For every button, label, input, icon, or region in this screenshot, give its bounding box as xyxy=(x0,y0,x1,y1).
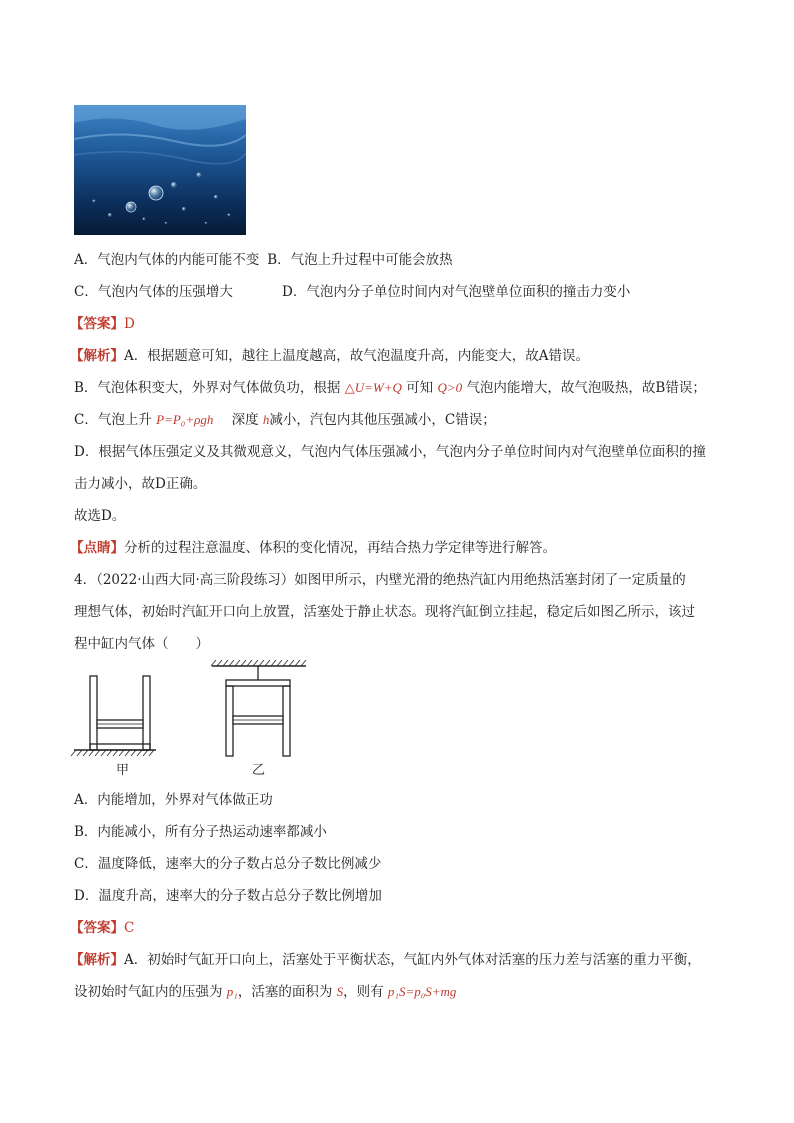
q4-option-b: B．内能减小，所有分子热运动速率都减小 xyxy=(74,824,327,840)
analysis-text: A．根据题意可知，越往上温度越高，故气泡温度升高，内能变大，故A错误。 xyxy=(124,348,589,364)
formula: p₁S=p₀S+mg xyxy=(387,984,457,999)
formula: P=P₀+ρgh xyxy=(156,412,214,427)
q4-stem-1: 4．（2022·山西大同·高三阶段练习）如图甲所示，内壁光滑的绝热汽缸内用绝热活塞封闭了一定质量的 xyxy=(74,572,686,588)
q3-analysis-d-2: 击力减小，故D正确。 xyxy=(74,476,207,492)
formula: △U=W+Q xyxy=(344,380,402,395)
q4-analysis-2 xyxy=(74,982,456,1002)
q3-options-row-2 xyxy=(74,282,630,302)
answer-tag: 【答案】 xyxy=(70,920,124,936)
comment-tag: 【点睛】 xyxy=(70,540,124,556)
q4-option-c: C．温度降低，速率大的分子数占总分子数比例减少 xyxy=(74,856,382,872)
analysis-text: ，活塞的面积为 xyxy=(237,984,333,1000)
q3-analysis-c xyxy=(74,410,496,430)
q3-analysis-b xyxy=(74,378,706,398)
analysis-text: ，则有 xyxy=(343,984,384,1000)
q3-analysis-d-1: D．根据气体压强定义及其微观意义，气泡内气体压强减小，气泡内分子单位时间内对气泡壁单位面积的撞 xyxy=(74,444,706,460)
analysis-text: 减小，汽包内其他压强减小，C错误； xyxy=(269,412,496,428)
analysis-text: 可知 xyxy=(406,380,434,396)
q3-option-d: D．气泡内分子单位时间内对气泡壁单位面积的撞击力变小 xyxy=(282,284,631,300)
q3-analysis-a xyxy=(70,346,589,366)
q4-option-d: D．温度升高，速率大的分子数占总分子数比例增加 xyxy=(74,888,382,904)
analysis-tag: 【解析】 xyxy=(70,348,124,364)
q4-option-a: A．内能增加，外界对气体做正功 xyxy=(74,792,273,808)
q4-stem-3: 程中缸内气体（ ） xyxy=(74,636,209,652)
analysis-text: 深度 xyxy=(231,412,259,428)
bubbles-photo xyxy=(74,105,246,235)
q4-analysis-1 xyxy=(70,950,701,970)
q3-options-row-1 xyxy=(74,250,453,270)
variable: h xyxy=(262,412,270,427)
cylinder-figures xyxy=(70,660,330,780)
q4-stem-2: 理想气体，初始时汽缸开口向上放置，活塞处于静止状态。现将汽缸倒立挂起，稳定后如图乙所示，该过 xyxy=(74,604,695,620)
formula: Q>0 xyxy=(437,380,463,395)
analysis-text: A．初始时气缸开口向上，活塞处于平衡状态，气缸内外气体对活塞的压力差与活塞的重力平衡， xyxy=(124,952,701,968)
analysis-text: 气泡内能增大，故气泡吸热，故B错误； xyxy=(466,380,706,396)
comment-text: 分析的过程注意温度、体积的变化情况，再结合热力学定律等进行解答。 xyxy=(124,540,556,556)
q3-option-b: B．气泡上升过程中可能会放热 xyxy=(267,252,453,268)
analysis-text: B．气泡体积变大，外界对气体做负功，根据 xyxy=(74,380,341,396)
analysis-tag: 【解析】 xyxy=(70,952,124,968)
q4-answer xyxy=(70,918,134,938)
figure-label-yi: 乙 xyxy=(252,763,266,778)
figure-yi xyxy=(211,660,306,756)
q3-answer xyxy=(70,314,135,334)
variable: p₁ xyxy=(226,984,238,999)
q3-conclusion: 故选D。 xyxy=(74,508,126,524)
answer-value: C xyxy=(124,920,135,936)
figure-label-jia: 甲 xyxy=(116,763,130,778)
answer-tag: 【答案】 xyxy=(70,316,124,332)
figure-jia xyxy=(71,676,156,756)
answer-value: D xyxy=(124,316,135,332)
analysis-text: 设初始时气缸内的压强为 xyxy=(74,984,223,1000)
q3-option-c: C．气泡内气体的压强增大 xyxy=(74,284,233,300)
variable: S xyxy=(336,984,344,999)
analysis-text: C．气泡上升 xyxy=(74,412,152,428)
q3-comment xyxy=(70,538,556,558)
q3-option-a: A．气泡内气体的内能可能不变 xyxy=(74,252,260,268)
